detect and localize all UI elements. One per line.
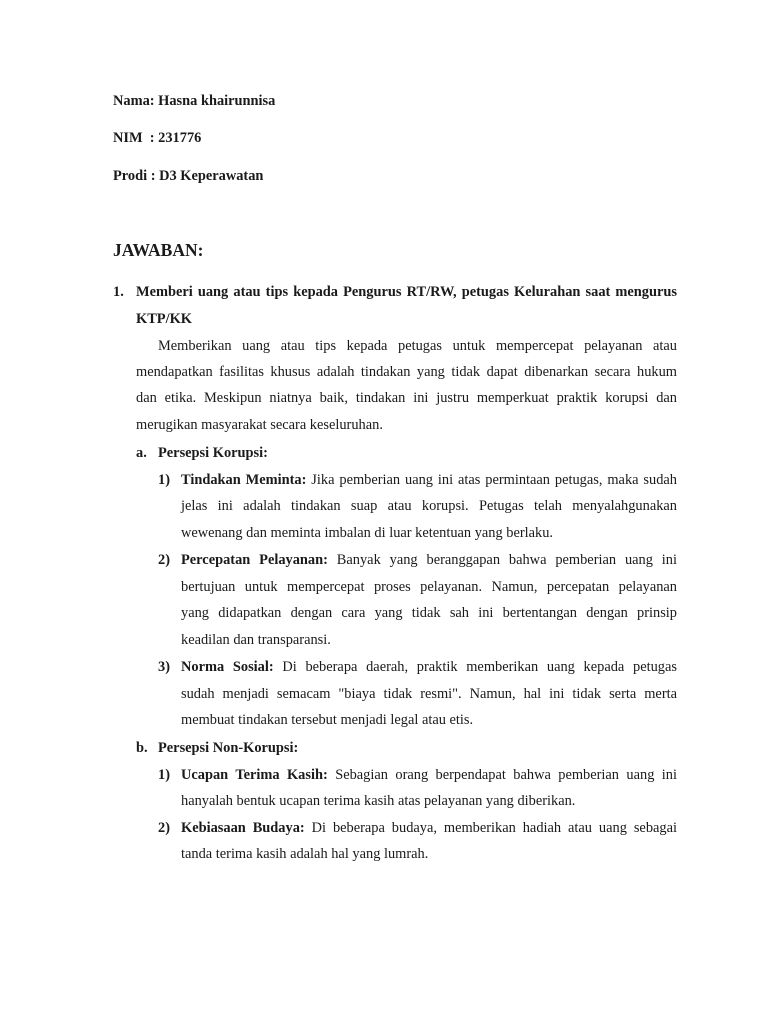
item-number: 2) bbox=[158, 820, 170, 836]
item-text: Sebagian orang berpendapat bahwa pemberian uang ini bbox=[327, 767, 677, 783]
item-line: wewenang dan meminta imbalan di luar ketentuan yang berlaku. bbox=[181, 525, 554, 541]
question-title-line: KTP/KK bbox=[136, 311, 192, 327]
item-line: tanda terima kasih adalah hal yang lumrah. bbox=[181, 846, 429, 862]
section-title: JAWABAN: bbox=[113, 240, 204, 260]
sublist-letter: b. bbox=[136, 740, 148, 756]
item-number: 1) bbox=[158, 767, 170, 783]
study-program: Prodi : D3 Keperawatan bbox=[113, 168, 264, 184]
item-text: Di beberapa daerah, praktik memberikan uang kepada petugas bbox=[273, 659, 677, 675]
sublist-letter: a. bbox=[136, 445, 147, 461]
item-term: Percepatan Pelayanan: bbox=[181, 552, 328, 568]
student-name: Nama: Hasna khairunnisa bbox=[113, 93, 276, 109]
item-term: Ucapan Terima Kasih: bbox=[181, 767, 328, 783]
item-term: Norma Sosial: bbox=[181, 659, 274, 675]
item-line: keadilan dan transparansi. bbox=[181, 632, 331, 648]
item-term: Kebiasaan Budaya: bbox=[181, 820, 305, 836]
item-line: sudah menjadi semacam "biaya tidak resmi". Namun, hal ini tidak serta merta bbox=[181, 686, 677, 702]
item-line bbox=[181, 767, 677, 784]
item-line: hanyalah bentuk ucapan terima kasih atas pelayanan yang diberikan. bbox=[181, 793, 576, 809]
item-number: 3) bbox=[158, 659, 170, 675]
student-nim: NIM : 231776 bbox=[113, 130, 202, 146]
item-number: 2) bbox=[158, 552, 170, 568]
item-line bbox=[181, 472, 677, 489]
paragraph-line: merugikan masyarakat secara keseluruhan. bbox=[136, 417, 383, 433]
item-line: yang didapatkan dengan cara yang tidak sah ini bertentangan dengan prinsip bbox=[181, 605, 677, 621]
paragraph-line: Memberikan uang atau tips kepada petugas untuk mempercepat pelayanan atau bbox=[158, 338, 677, 354]
question-title-line: Memberi uang atau tips kepada Pengurus RT/RW, petugas Kelurahan saat mengurus bbox=[136, 284, 677, 300]
paragraph-line: dan etika. Meskipun niatnya baik, tindakan ini justru memperkuat praktik korupsi dan bbox=[136, 390, 677, 406]
item-line bbox=[181, 659, 677, 676]
item-text: Jika pemberian uang ini atas permintaan petugas, maka sudah bbox=[306, 472, 677, 488]
item-term: Tindakan Meminta: bbox=[181, 472, 307, 488]
item-number: 1) bbox=[158, 472, 170, 488]
item-line: bertujuan untuk mempercepat proses pelayanan. Namun, percepatan pelayanan bbox=[181, 579, 677, 595]
item-line: membuat tindakan tersebut menjadi legal atau etis. bbox=[181, 712, 474, 728]
item-text: Di beberapa budaya, memberikan hadiah atau uang sebagai bbox=[304, 820, 677, 836]
item-text: Banyak yang beranggapan bahwa pemberian uang ini bbox=[327, 552, 678, 568]
sublist-title: Persepsi Non-Korupsi: bbox=[158, 740, 299, 756]
item-line: jelas ini adalah tindakan suap atau korupsi. Petugas telah menyalahgunakan bbox=[181, 498, 677, 514]
sublist-title: Persepsi Korupsi: bbox=[158, 445, 268, 461]
question-number: 1. bbox=[113, 284, 124, 300]
item-line bbox=[181, 820, 677, 837]
paragraph-line: mendapatkan fasilitas khusus adalah tindakan yang tidak dapat dibenarkan secara hukum bbox=[136, 364, 677, 380]
item-line bbox=[181, 552, 677, 569]
